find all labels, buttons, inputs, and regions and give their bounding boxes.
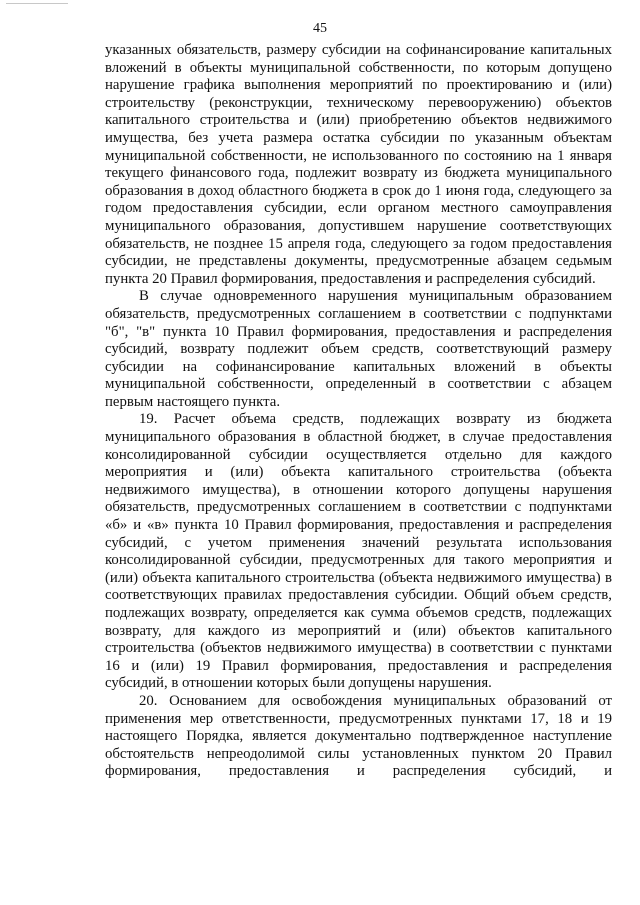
scan-corner-mark — [6, 3, 68, 4]
paragraph-simultaneous-violation: В случае одновременного нарушения муниципальным образованием обязательств, предусмотренных соглашением в соответствии с подпунктами "б", "в" пункта 10 Правил формирования, предоставления и распределения субсидий, возврату подлежит объем средств, соответствующий размеру субсидии на софинансирование капитальных вложений в объекты муниципальной собственности, определенный в соответствии с абзацем первым настоящего пункта. — [105, 288, 612, 410]
document-body — [105, 42, 612, 781]
paragraph-clause-20: 20. Основанием для освобождения муниципальных образований от применения мер ответственности, предусмотренных пунктами 17, 18 и 19 настоящего Порядка, является документально подтвержденное наступление обстоятельств непреодолимой силы установленных пунктом 20 Правил формирования, предоставления и распределения субсидий, и — [105, 692, 612, 780]
paragraph-continuation: указанных обязательств, размеру субсидии на софинансирование капитальных вложений в объекты муниципальной собственности, по которым допущено нарушение графика выполнения мероприятий по проектированию и (или) строительству (реконструкции, техническому перевооружению) объектов капитального строительства и (или) приобретению объектов недвижимого имущества, без учета размера остатка субсидии по указанным объектам муниципальной собственности, не использованного по состоянию на 1 января текущего финансового года, подлежит возврату из бюджета муниципального образования в доход областного бюджета в срок до 1 июня года, следующего за годом предоставления субсидии, если органом местного самоуправления муниципального образования, допустившем нарушение соответствующих обязательств, не позднее 15 апреля года, следующего за годом предоставления субсидии, не представлены документы, предусмотренные абзацем седьмым пункта 20 Правил формирования, предоставления и распределения субсидий. — [105, 42, 612, 287]
paragraph-clause-19: 19. Расчет объема средств, подлежащих возврату из бюджета муниципального образования в областной бюджет, в случае предоставления консолидированной субсидии осуществляется отдельно для каждого мероприятия и (или) объекта капитального строительства (объекта недвижимого имущества), в отношении которого допущены нарушения обязательств, предусмотренных соглашением в соответствии с подпунктами «б» и «в» пункта 10 Правил формирования, предоставления и распределения субсидий, с учетом применения значений результата использования консолидированной субсидии, предусмотренных для такого мероприятия и (или) объекта капитального строительства (объекта недвижимого имущества) в соответствующих правилах предоставления субсидии. Общий объем средств, подлежащих возврату, определяется как сумма объемов средств, подлежащих возврату, для каждого из мероприятий и (или) объектов капитального строительства (объектов недвижимого имущества) в соответствии с пунктами 16 и (или) 19 Правил формирования, предоставления и распределения субсидий, в отношении которых были допущены нарушения. — [105, 411, 612, 692]
page-number: 45 — [313, 21, 327, 36]
